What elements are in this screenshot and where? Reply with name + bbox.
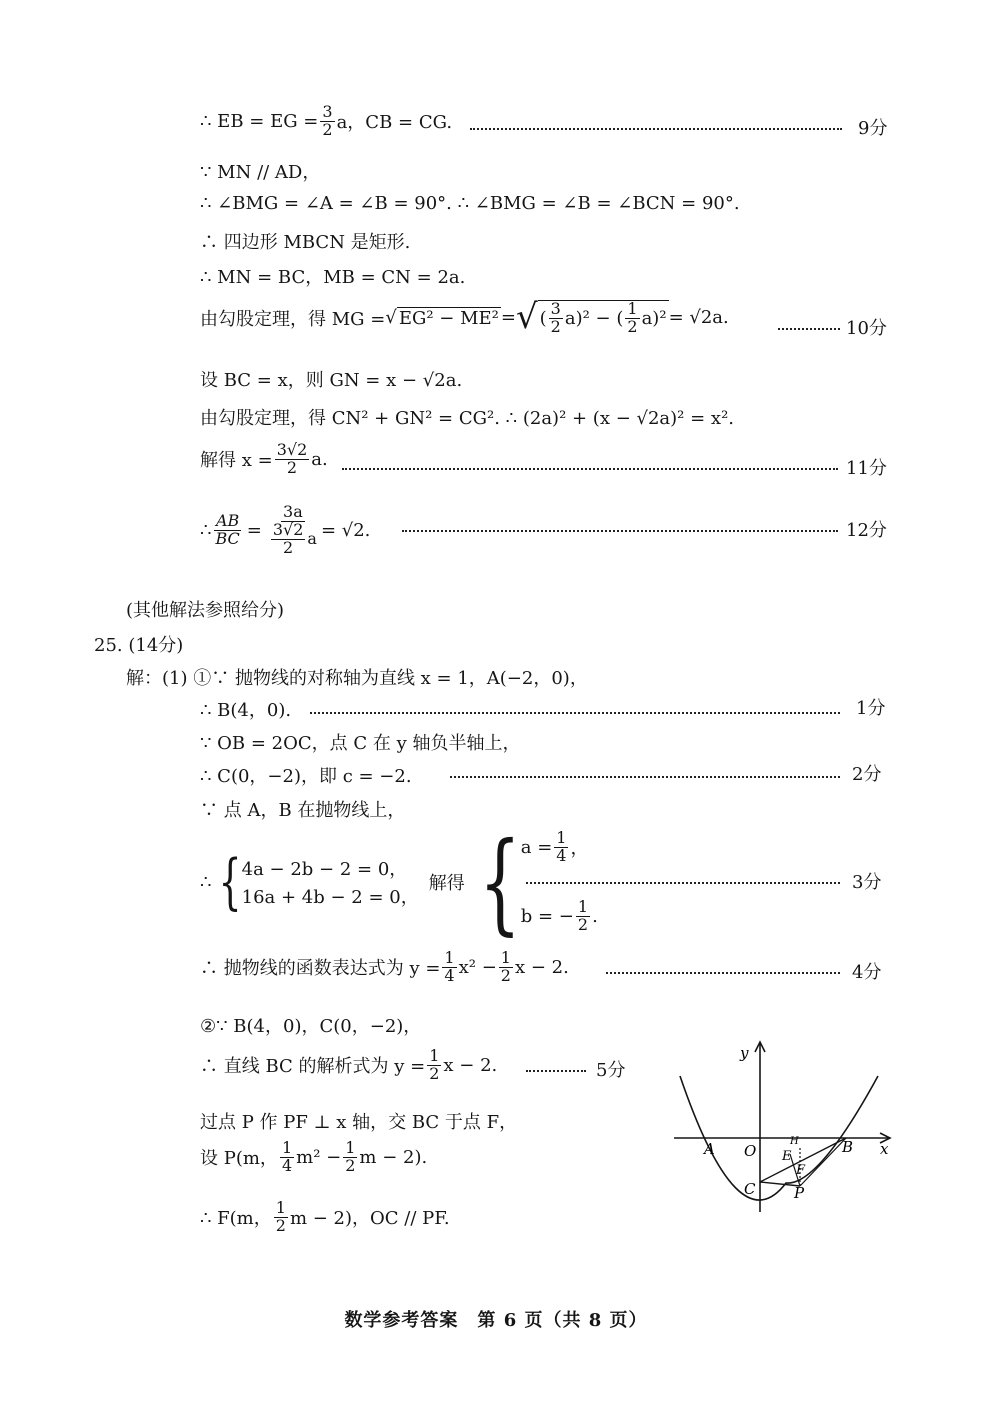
text: a，CB = CG.: [336, 112, 453, 134]
dotted-leader: [342, 468, 838, 470]
score-label: 10分: [846, 318, 887, 339]
text: ∴ B(4，0).: [200, 700, 292, 721]
text: a.: [311, 448, 328, 470]
line-ratio: ∴ $\frac{AB}{BC}$ = 3a $\frac{3√2}{2}$ a = √2.: [200, 502, 371, 557]
text: .: [592, 906, 598, 928]
page-footer: 数学参考答案 第 6 页（共 8 页）: [344, 1310, 648, 1331]
dotted-leader: [470, 128, 842, 130]
question-number: [94, 631, 183, 657]
line-angles: [200, 193, 740, 214]
fraction: $\frac{1}{2}$: [627, 299, 638, 336]
score-label: 11分: [846, 458, 887, 479]
fraction: $\frac{1}{4}$: [444, 948, 455, 985]
line-c-point: [200, 762, 412, 788]
score-label: 2分: [852, 764, 882, 785]
text: = √2a.: [668, 307, 729, 329]
text: 25. (14分): [94, 635, 184, 656]
text: 由勾股定理，得 CN² + GN² = CG². ∴ (2a)² + (x − √2a)² = x².: [200, 408, 735, 429]
line-set-p: [200, 1140, 427, 1175]
text: = √2.: [320, 519, 371, 541]
line-pythagoras-mg: [200, 297, 729, 337]
label-x: x: [880, 1140, 889, 1158]
text: x − 2.: [443, 1054, 498, 1076]
text: (其他解法参照给分): [126, 600, 285, 621]
left-brace: {: [478, 818, 521, 946]
text: ∴ ∠BMG = ∠A = ∠B = 90°. ∴ ∠BMG = ∠B = ∠BCN = 90°.: [200, 193, 740, 214]
fraction: $\frac{1}{2}$: [429, 1046, 440, 1083]
text: ∵ OB = 2OC，点 C 在 y 轴负半轴上，: [200, 733, 521, 754]
text: 设 BC = x，则 GN = x − √2a.: [200, 370, 463, 391]
equation: 4a − 2b − 2 = 0，: [241, 859, 408, 880]
dotted-leader: [310, 712, 840, 714]
line-bc-expression: [200, 1048, 497, 1083]
line-pythagoras-cn: [200, 404, 734, 430]
text: ∴ 直线 BC 的解析式为 y =: [200, 1056, 426, 1078]
text: ②∵ B(4，0)，C(0，−2)，: [200, 1016, 422, 1037]
text: m² −: [296, 1146, 342, 1168]
fraction: $\frac{1}{2}$: [500, 948, 511, 985]
text: 解：(1) ①∵ 抛物线的对称轴为直线 x = 1，A(−2，0)，: [126, 668, 588, 689]
dotted-leader: [450, 776, 840, 778]
fraction: $\frac{1}{4}$: [556, 828, 567, 865]
label-c: C: [744, 1180, 756, 1198]
fraction-compound: 3a $\frac{3√2}{2}$ a: [272, 502, 317, 557]
fraction: $\frac{3}{2}$: [550, 299, 561, 336]
text: m − 2).: [359, 1146, 428, 1168]
text: ∵ 点 A，B 在抛物线上，: [200, 800, 406, 821]
line-mn-parallel: [200, 158, 320, 184]
text: ∵ MN // AD，: [200, 162, 321, 183]
dotted-leader: [778, 328, 840, 330]
line-b-c-points: [200, 1012, 421, 1038]
line-set-bc: [200, 366, 462, 392]
line-ob-oc: [200, 729, 521, 755]
text: x − 2.: [514, 956, 569, 978]
text: 过点 P 作 PF ⊥ x 轴，交 BC 于点 F，: [200, 1112, 518, 1133]
line-solve-x: [200, 442, 328, 477]
score-label: 1分: [856, 698, 886, 719]
radicand: EG² − ME²: [398, 307, 499, 329]
score-label: 3分: [852, 872, 882, 893]
dotted-leader: [526, 882, 840, 884]
fraction: $\frac{1}{2}$: [275, 1198, 286, 1235]
line-f-point: [200, 1200, 450, 1235]
fraction: $\frac{1}{2}$: [577, 897, 589, 935]
text: 设 P(m，: [200, 1148, 278, 1170]
line-pf-perpendicular: [200, 1108, 517, 1134]
line-solution-start: [126, 664, 588, 690]
text: ∴ MN = BC，MB = CN = 2a.: [200, 267, 466, 288]
text: =: [500, 307, 516, 329]
segment-pb: [800, 1138, 846, 1186]
text: ∴ EB = EG =: [200, 110, 319, 132]
line-parabola-expression: [200, 950, 569, 985]
label-a: A: [704, 1140, 715, 1158]
label-b: B: [842, 1138, 854, 1156]
text: ∴ 四边形 MBCN 是矩形.: [200, 232, 411, 253]
dotted-leader: [526, 1070, 586, 1072]
line-b-point: [200, 696, 291, 722]
score-label: 5分: [596, 1060, 626, 1081]
fraction: $\frac{1}{2}$: [345, 1138, 356, 1175]
text: m − 2)，OC // PF.: [289, 1208, 450, 1230]
text: x² −: [458, 956, 497, 978]
score-label: 4分: [852, 962, 882, 983]
score-label: 9分: [858, 118, 888, 139]
text: ∴: [200, 519, 212, 541]
text: (: [539, 307, 547, 329]
dotted-leader: [606, 972, 840, 974]
dotted-leader: [402, 530, 838, 532]
text: a: [307, 528, 317, 548]
line-rectangle: [200, 228, 410, 254]
text: 由勾股定理，得 MG =: [200, 308, 386, 330]
label-f: F: [796, 1163, 806, 1178]
label-e: E: [782, 1149, 792, 1164]
line-mn-bc: [200, 263, 465, 289]
line-points-on-parabola: [200, 796, 405, 822]
line-eb-eg: [200, 104, 452, 139]
text: 解得: [428, 873, 465, 894]
left-brace: {: [219, 847, 243, 917]
text: ∴ C(0，−2)，即 c = −2.: [200, 766, 412, 787]
text: ∴ 抛物线的函数表达式为 y =: [200, 958, 441, 980]
fraction: $\frac{3√2}{2}$: [272, 519, 304, 557]
text: b = −: [520, 906, 574, 928]
label-y: y: [740, 1044, 749, 1062]
fraction: $\frac{1}{4}$: [281, 1138, 293, 1175]
label-p: P: [794, 1184, 805, 1202]
line-other-methods: [126, 596, 284, 622]
text: a)² − (: [564, 307, 624, 329]
label-h: H: [790, 1136, 799, 1147]
text: ∴: [200, 871, 212, 893]
text: ，: [570, 838, 589, 860]
fraction: $\frac{3√2}{2}$: [276, 440, 308, 477]
text: a)²: [641, 307, 667, 329]
equation: 16a + 4b − 2 = 0，: [241, 887, 419, 908]
label-o: O: [744, 1142, 757, 1160]
system-equations: [242, 855, 419, 909]
sqrt: √ EG² − ME²: [385, 306, 499, 329]
sqrt-large: √ ( $\frac{3}{2}$ a)² − ( $\frac{1}{2}$ a)²: [515, 297, 667, 337]
fraction: $\frac{AB}{BC}$: [215, 510, 240, 548]
fraction: $\frac{3}{2}$: [322, 102, 333, 139]
text: a =: [520, 836, 553, 858]
parabola-graph: [668, 1036, 898, 1216]
score-label: 12分: [846, 520, 887, 541]
text: 解得 x =: [200, 450, 273, 472]
text: ∴ F(m，: [200, 1208, 272, 1230]
